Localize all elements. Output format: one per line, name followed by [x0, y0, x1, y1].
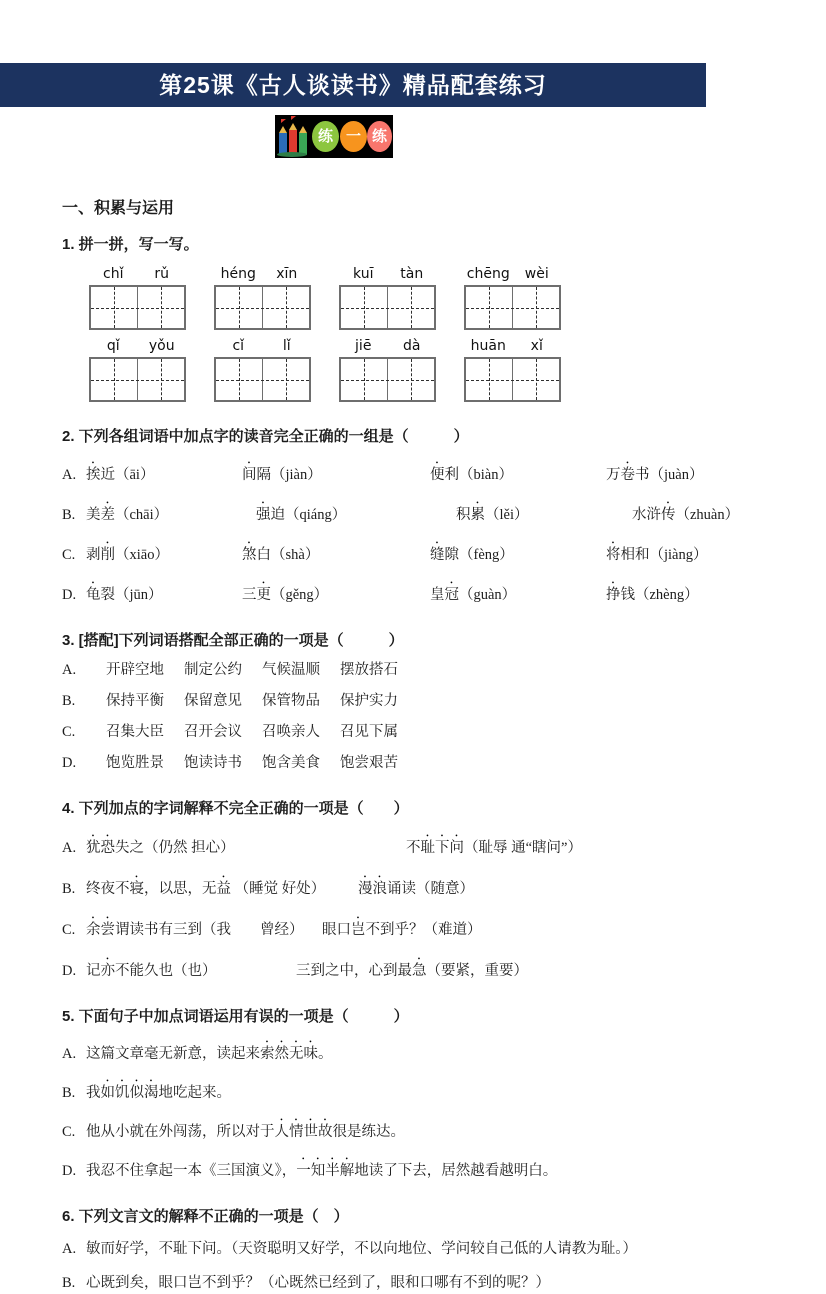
option-item: 挨近（āi） — [86, 467, 155, 483]
option-label: B. — [62, 507, 76, 523]
question-title-5: 5. 下面句子中加点词语运用有误的一项是（ ） — [62, 1008, 409, 1025]
option-row-c — [62, 722, 770, 743]
writing-grid — [89, 285, 186, 330]
option-item: 制定公约 — [184, 662, 242, 678]
option-label: C. — [62, 922, 76, 938]
option-item: 召开会议 — [184, 724, 242, 740]
writing-grid-cell — [216, 287, 262, 328]
writing-grid-cell — [512, 359, 559, 400]
writing-grid-cell — [91, 287, 137, 328]
option-item: 饱读诗书 — [184, 755, 242, 771]
option-item: 美差（chāi） — [86, 507, 169, 523]
option-label: C. — [62, 1124, 76, 1140]
option-item: 将相和（jiàng） — [606, 547, 708, 563]
option-item: 摆放搭石 — [340, 662, 398, 678]
question-6-options — [62, 1239, 770, 1294]
option-item: 眼口岂不到乎？（难道） — [322, 922, 482, 938]
writing-grid — [339, 285, 436, 330]
option-item: 气候温顺 — [262, 662, 320, 678]
writing-grid — [464, 357, 561, 402]
pinyin-label: chēng — [466, 266, 510, 282]
option-row-b — [62, 691, 770, 712]
pinyin-label: chǐ — [103, 266, 124, 282]
writing-grid-cell — [216, 359, 262, 400]
writing-grid-cell — [341, 359, 387, 400]
option-item: 龟裂（jūn） — [86, 587, 163, 603]
option-text: 我如饥似渴地吃起来。 — [86, 1085, 231, 1101]
option-row-a — [62, 1038, 770, 1065]
banner-circle: 一 — [340, 121, 367, 152]
option-item: 保管物品 — [262, 693, 320, 709]
writing-grid-row-2 — [89, 357, 770, 402]
option-text: 他从小就在外闯荡，所以对于人情世故很是练达。 — [86, 1124, 405, 1140]
option-row-c — [62, 1116, 770, 1143]
option-row-d — [62, 579, 770, 606]
option-row-d — [62, 753, 770, 774]
option-item: 不耻下问（耻辱 通“瞎问”） — [406, 840, 582, 856]
option-item: 间隔（jiàn） — [242, 467, 322, 483]
writing-grid-cell — [387, 359, 434, 400]
pinyin-row-2 — [89, 338, 770, 354]
banner-circle: 练 — [312, 121, 339, 152]
option-item: 便利（biàn） — [430, 467, 513, 483]
option-item: 缝隙（fèng） — [430, 547, 514, 563]
option-row-a — [62, 1239, 770, 1260]
option-item: 万卷书（juàn） — [606, 467, 704, 483]
option-item: 召集大臣 — [106, 724, 164, 740]
option-label: B. — [62, 881, 76, 897]
option-item: 积累（lěi） — [456, 507, 529, 523]
option-text: 我忍不住拿起一本《三国演义》，一知半解地读了下去，居然越看越明白。 — [86, 1163, 558, 1179]
option-item: 记亦不能久也（也） — [86, 963, 217, 979]
pinyin-label: tàn — [400, 266, 424, 282]
option-row-b — [62, 873, 770, 900]
question-5-options — [62, 1038, 770, 1182]
option-label: A. — [62, 1046, 77, 1062]
pinyin-label: kuī — [353, 266, 374, 282]
pinyin-label: rǔ — [154, 266, 170, 282]
question-3-options — [62, 660, 770, 774]
option-text: 敏而好学，不耻下问。（天资聪明又好学，不以向地位、学问较自己低的人请教为耻。） — [86, 1241, 637, 1257]
option-item: 饱尝艰苦 — [340, 755, 398, 771]
leaf-icon — [277, 152, 307, 157]
pinyin-label: wèi — [524, 266, 549, 282]
option-row-d — [62, 955, 770, 982]
option-label: D. — [62, 755, 77, 771]
option-row-c — [62, 539, 770, 566]
option-text: 心既到矣，眼口岂不到乎？（心既然已经到了，眼和口哪有不到的呢？） — [86, 1275, 550, 1291]
option-item: 漫浪诵读（随意） — [358, 881, 474, 897]
option-row-a — [62, 459, 770, 486]
pinyin-label: qǐ — [106, 338, 120, 354]
pinyin-label: xǐ — [530, 338, 543, 354]
option-item: 保留意见 — [184, 693, 242, 709]
question-title-4: 4. 下列加点的字词解释不完全正确的一项是（ ） — [62, 800, 409, 817]
writing-grid-cell — [91, 359, 137, 400]
writing-grid — [89, 357, 186, 402]
option-item: 挣钱（zhèng） — [606, 587, 699, 603]
pinyin-label: huān — [470, 338, 506, 354]
option-label: B. — [62, 1085, 76, 1101]
option-item: 保持平衡 — [106, 693, 164, 709]
question-4-options — [62, 832, 770, 982]
option-item: 饱览胜景 — [106, 755, 164, 771]
title-bar — [0, 63, 706, 107]
writing-grid-cell — [512, 287, 559, 328]
pinyin-label: cǐ — [232, 338, 245, 354]
question-2-options — [62, 459, 770, 606]
writing-grid-cell — [137, 287, 184, 328]
option-item: 召见下属 — [340, 724, 398, 740]
banner-circle: 练 — [367, 121, 392, 152]
option-item: 召唤亲人 — [262, 724, 320, 740]
question-title-1: 1. 拼一拼，写一写。 — [62, 236, 199, 253]
option-label: D. — [62, 963, 77, 979]
option-label: C. — [62, 724, 76, 740]
option-row-c — [62, 914, 770, 941]
writing-grid — [214, 285, 311, 330]
section-heading: 一、积累与运用 — [62, 200, 175, 217]
writing-grid — [464, 285, 561, 330]
question-title-3: 3. [搭配]下列词语搭配全部正确的一项是（ ） — [62, 632, 404, 649]
option-item: 煞白（shà） — [242, 547, 320, 563]
practice-banner — [275, 115, 393, 158]
pinyin-label: xīn — [276, 266, 298, 282]
writing-grid-cell — [387, 287, 434, 328]
writing-grid — [339, 357, 436, 402]
option-row-a — [62, 660, 770, 681]
pinyin-row-1 — [89, 266, 770, 282]
option-label: C. — [62, 547, 76, 563]
option-row-a — [62, 832, 770, 859]
option-label: B. — [62, 1275, 76, 1291]
option-label: A. — [62, 467, 77, 483]
option-item: 水浒传（zhuàn） — [632, 507, 740, 523]
worksheet-page — [0, 63, 826, 1294]
writing-grid-cell — [262, 359, 309, 400]
writing-grid-cell — [466, 287, 512, 328]
option-item: 皇冠（guàn） — [430, 587, 517, 603]
option-item: 余尝谓读书有三到（我 曾经） — [86, 922, 304, 938]
pencil-icon — [279, 126, 287, 155]
option-label: B. — [62, 693, 76, 709]
option-item: 保护实力 — [340, 693, 398, 709]
writing-grid-cell — [262, 287, 309, 328]
option-row-b — [62, 1273, 770, 1294]
option-label: A. — [62, 840, 77, 856]
option-label: A. — [62, 1241, 77, 1257]
page-title: 第25课《古人谈读书》精品配套练习 — [159, 72, 547, 98]
option-label: D. — [62, 1163, 77, 1179]
pinyin-label: dà — [403, 338, 421, 354]
option-item: 终夜不寝，以思，无益 （睡觉 好处） — [86, 881, 326, 897]
option-item: 三更（gěng） — [242, 587, 329, 603]
option-item: 饱含美食 — [262, 755, 320, 771]
option-item: 三到之中，心到最急（要紧，重要） — [296, 963, 528, 979]
option-label: A. — [62, 662, 77, 678]
pinyin-label: héng — [220, 266, 256, 282]
option-item: 开辟空地 — [106, 662, 164, 678]
option-item: 剥削（xiāo） — [86, 547, 169, 563]
writing-grid-cell — [137, 359, 184, 400]
pinyin-label: jiē — [355, 338, 372, 354]
pencil-icon — [299, 126, 307, 155]
writing-grid-row-1 — [89, 285, 770, 330]
pinyin-label: yǒu — [148, 338, 175, 354]
pinyin-label: lǐ — [282, 338, 291, 354]
option-row-b — [62, 499, 770, 526]
writing-grid-cell — [466, 359, 512, 400]
option-item: 犹恐失之（仍然 担心） — [86, 840, 235, 856]
writing-grid-cell — [341, 287, 387, 328]
question-title-6: 6. 下列文言文的解释不正确的一项是（ ） — [62, 1208, 349, 1225]
option-row-b — [62, 1077, 770, 1104]
question-title-2: 2. 下列各组词语中加点字的读音完全正确的一组是（ ） — [62, 428, 469, 445]
option-label: D. — [62, 587, 77, 603]
option-item: 强迫（qiáng） — [256, 507, 347, 523]
writing-grid — [214, 357, 311, 402]
option-text: 这篇文章毫无新意，读起来索然无味。 — [86, 1046, 333, 1062]
